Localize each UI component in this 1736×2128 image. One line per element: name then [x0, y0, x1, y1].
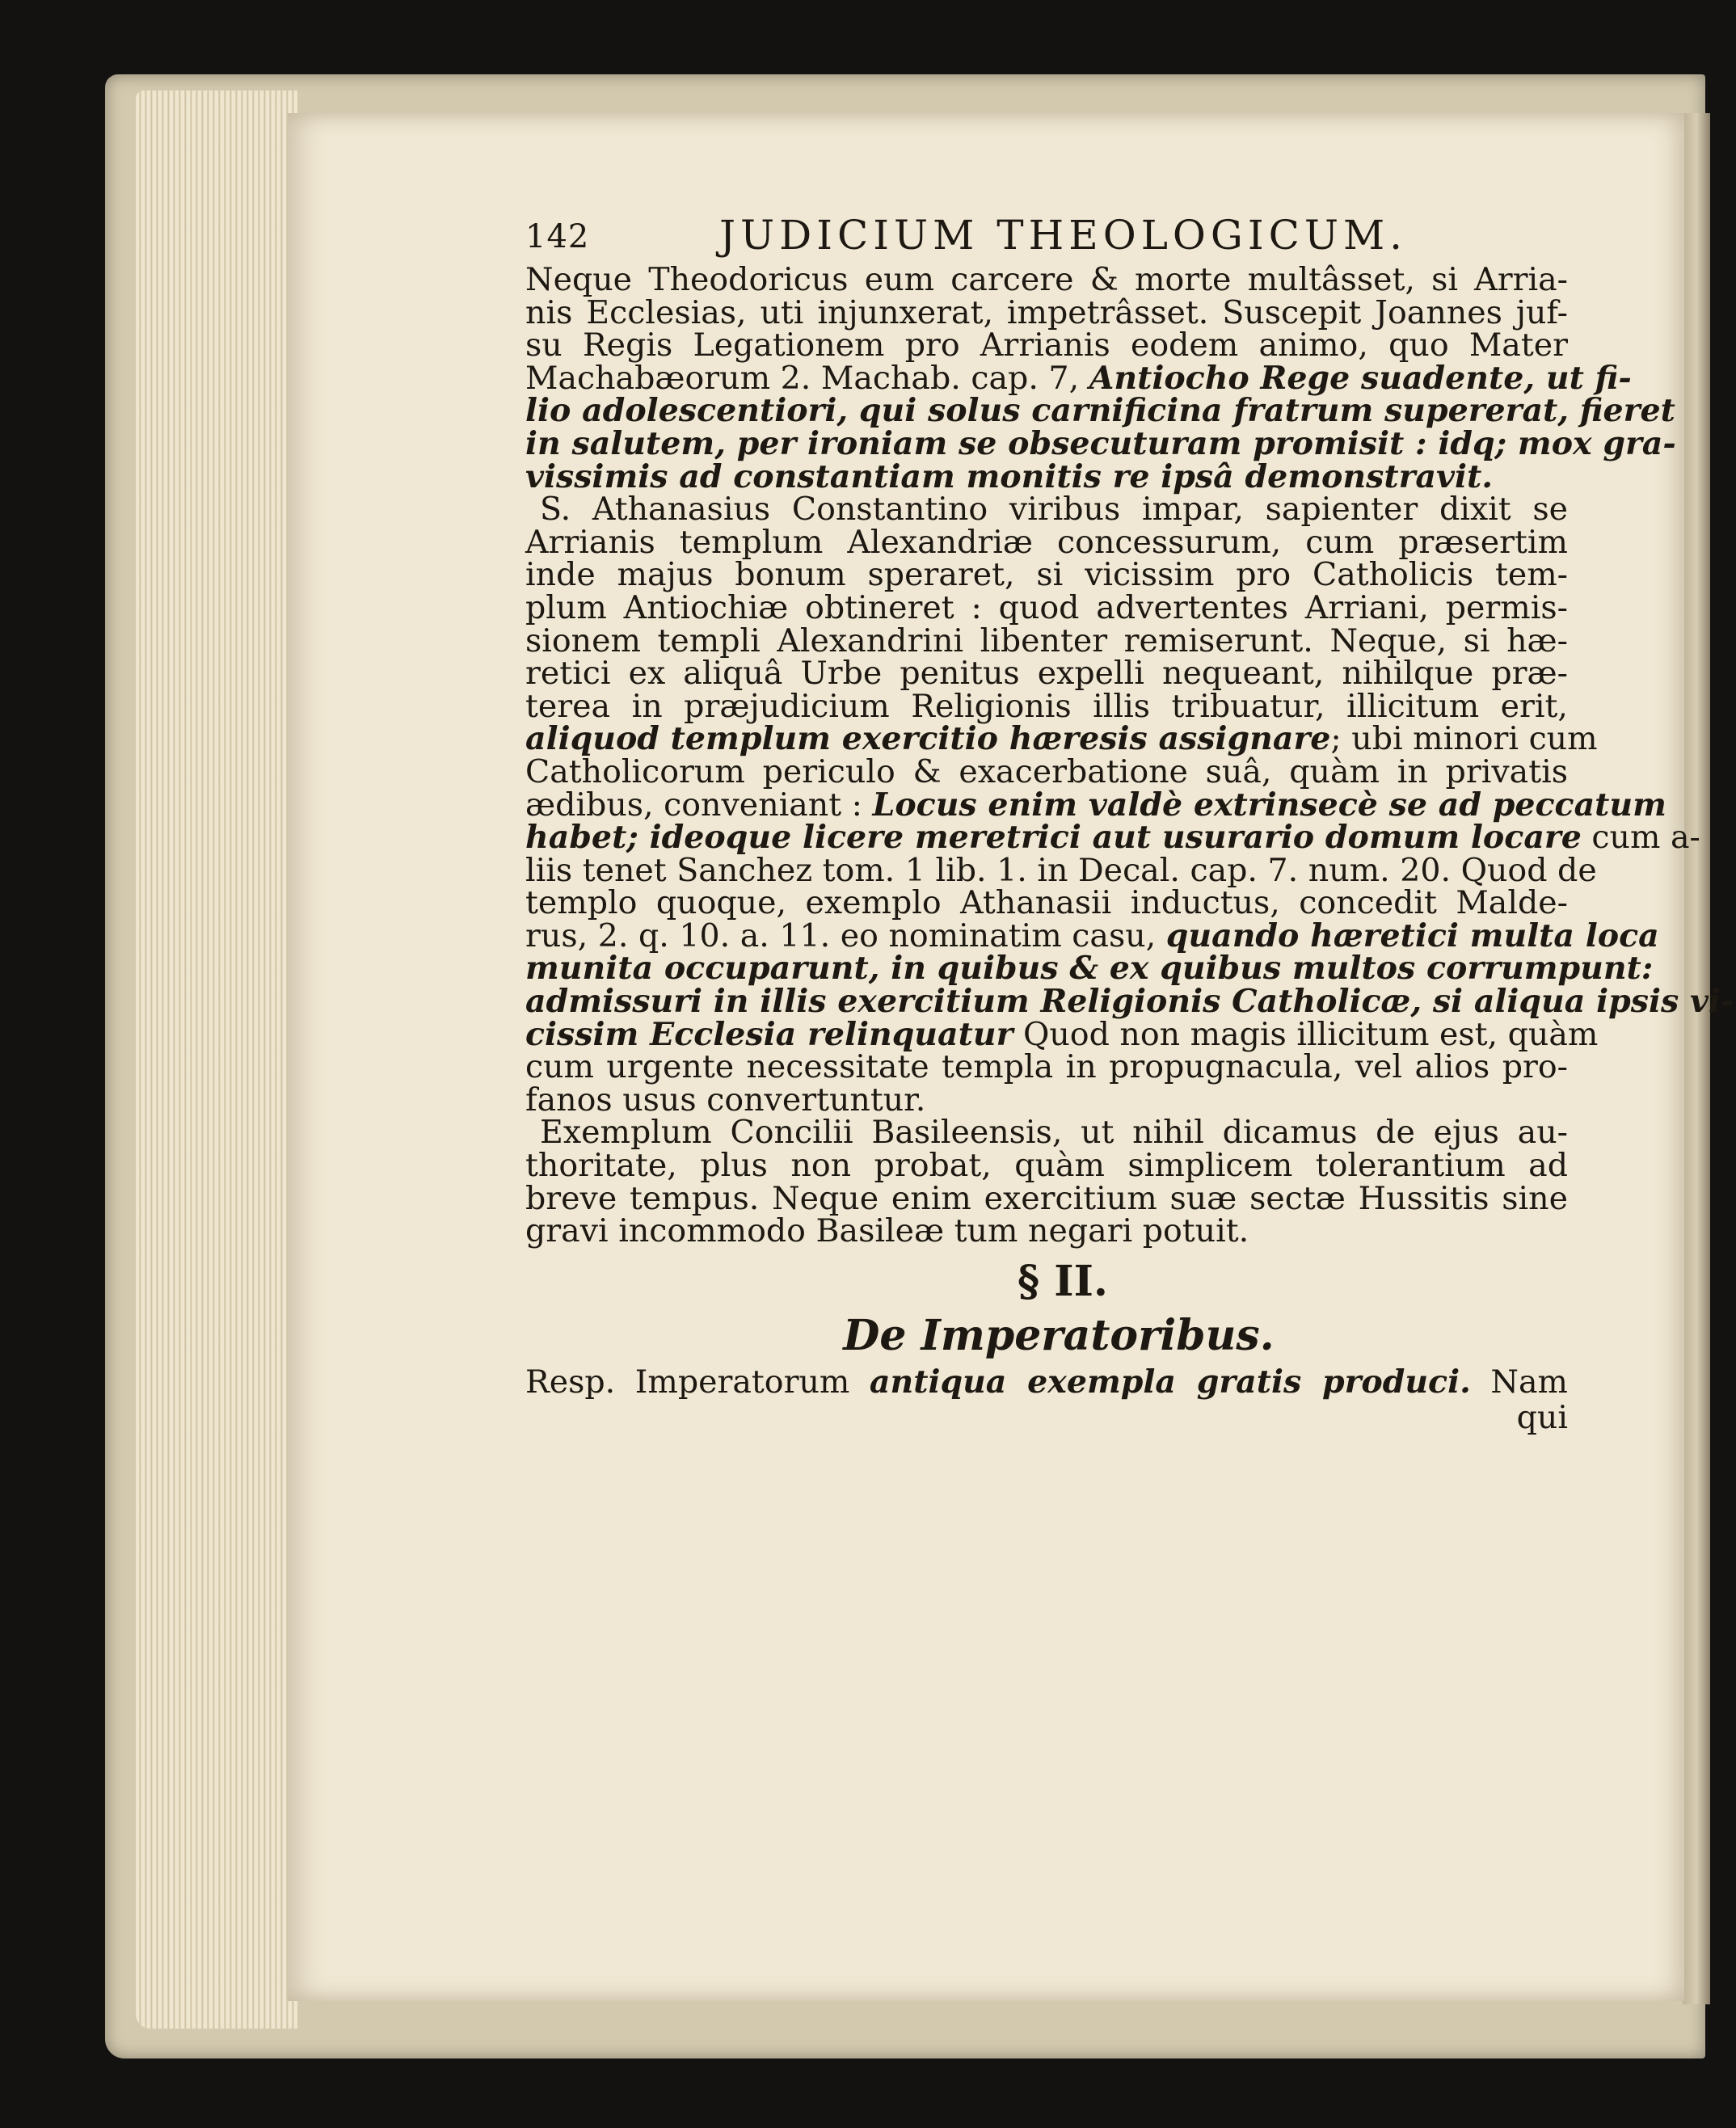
roman-run: Machabæorum 2. Machab. cap. 7, — [525, 359, 1089, 397]
italic-run: Locus enim valdè extrinsecè se ad peccatum — [872, 786, 1666, 824]
text-line — [525, 1147, 1568, 1185]
roman-run: su Regis Legationem pro Arrianis eodem animo, quo Mater — [525, 327, 1568, 364]
roman-run: fanos usus convertuntur. — [525, 1081, 926, 1119]
text-line — [525, 558, 1568, 592]
text-line — [525, 293, 1568, 331]
italic-run: cissim Ecclesia relinquatur — [525, 1015, 1013, 1053]
roman-run: plum Antiochiæ obtineret : quod advertentes Arriani, permis- — [525, 588, 1568, 626]
final-line — [525, 1364, 1568, 1400]
italic-run: admissuri in illis exercitium Religionis Catholicæ, si aliqua ipsis vi- — [525, 983, 1734, 1021]
roman-run: rus, 2. q. 10. a. 11. eo nominatim casu, — [525, 917, 1166, 954]
roman-run: inde majus bonum speraret, si vicissim pro Catholicis tem- — [525, 556, 1568, 594]
italic-run: aliquod templum exercitio hæresis assignare — [525, 720, 1331, 758]
text-block — [525, 212, 1734, 1436]
catchword: qui — [1516, 1398, 1568, 1436]
roman-run: terea in præjudicium Religionis illis tribuatur, illicitum erit, — [525, 687, 1568, 725]
text-line — [525, 1179, 1568, 1217]
final-line-lead: Resp. Imperatorum — [525, 1363, 870, 1401]
roman-run: sionem templi Alexandrini libenter remiserunt. Neque, si hæ- — [525, 622, 1568, 659]
italic-run: vissimis ad constantiam monitis re ipsâ demonstravit. — [525, 457, 1493, 495]
text-line — [525, 424, 1676, 462]
text-line — [525, 588, 1568, 626]
roman-run: ; ubi minori cum — [1330, 720, 1598, 758]
roman-run: Neque Theodoricus eum carcere & morte multâsset, si Arria- — [525, 261, 1568, 298]
text-line — [525, 523, 1568, 561]
italic-run: lio adolescentiori, qui solus carnificina fratrum supererat, fieret — [525, 392, 1675, 430]
italic-run: munita occuparunt, in quibus & ex quibus multos corrumpunt: — [525, 950, 1654, 988]
text-line — [525, 720, 1598, 758]
text-line — [525, 1212, 1568, 1250]
text-line — [525, 884, 1568, 922]
text-line — [525, 457, 1568, 495]
text-line — [525, 359, 1632, 397]
roman-run: Quod non magis illicitum est, quàm — [1013, 1015, 1599, 1053]
roman-run: Exemplum Concilii Basileensis, ut nihil dicamus de ejus au- — [540, 1114, 1568, 1152]
roman-run: gravi incommodo Basileæ tum negari potuit. — [525, 1212, 1249, 1250]
text-line — [525, 851, 1597, 889]
final-line-italic: antiqua exempla gratis produci. — [869, 1363, 1471, 1401]
roman-run: liis tenet Sanchez tom. 1 lib. 1. in Decal. cap. 7. num. 20. Quod de — [525, 851, 1597, 889]
facing-page-edge — [1683, 113, 1710, 2004]
roman-run: retici ex aliquâ Urbe penitus expelli nequeant, nihilque præ- — [525, 655, 1568, 693]
italic-run: Antiocho Rege suadente, ut fi- — [1089, 359, 1632, 397]
roman-run: cum a- — [1581, 819, 1700, 857]
running-title: JUDICIUM THEOLOGICUM. — [719, 212, 1408, 259]
section-mark: § II. — [1017, 1256, 1109, 1306]
text-line — [525, 491, 1568, 529]
text-line — [525, 1015, 1599, 1053]
final-line-tail: Nam — [1490, 1363, 1568, 1401]
text-line — [525, 655, 1568, 693]
page-number: 142 — [525, 218, 590, 255]
roman-run: nis Ecclesias, uti injunxerat, impetrâsset. Suscepit Joannes juf- — [525, 293, 1568, 331]
italic-run: quando hæretici multa loca — [1165, 917, 1659, 954]
roman-run: templo quoque, exemplo Athanasii inductus, concedit Malde- — [525, 884, 1568, 922]
text-line — [525, 1114, 1568, 1152]
paragraph-1 — [525, 261, 1676, 495]
text-line — [525, 687, 1568, 725]
roman-run: cum urgente necessitate templa in propugnacula, vel alios pro- — [525, 1048, 1568, 1086]
roman-run: Catholicorum periculo & exacerbatione suâ, quàm in privatis — [525, 752, 1568, 790]
text-line — [525, 983, 1734, 1021]
section-title: De Imperatoribus. — [843, 1310, 1275, 1360]
roman-run: ædibus, conveniant : — [525, 786, 873, 824]
text-line — [525, 1081, 1568, 1119]
text-line — [525, 786, 1666, 824]
roman-run: S. Athanasius Constantino viribus impar, sapienter dixit se — [540, 491, 1568, 529]
text-line — [525, 819, 1700, 857]
roman-run: Arrianis templum Alexandriæ concessurum, cum præsertim — [525, 523, 1568, 561]
italic-run: habet; ideoque licere meretrici aut usurario domum locare — [525, 819, 1582, 857]
paragraph-3 — [525, 1114, 1568, 1250]
italic-run: in salutem, per ironiam se obsecuturam promisit : idq; mox gra- — [525, 424, 1676, 462]
paragraph-2 — [525, 491, 1734, 1119]
text-line — [525, 917, 1659, 954]
text-line — [525, 752, 1568, 790]
text-line — [525, 1048, 1568, 1086]
roman-run: breve tempus. Neque enim exercitium suæ sectæ Hussitis sine — [525, 1179, 1568, 1217]
text-line — [525, 329, 1568, 362]
text-line — [525, 263, 1568, 297]
page-edges — [136, 91, 297, 2029]
text-line — [525, 622, 1568, 659]
text-line — [525, 950, 1654, 988]
running-head — [525, 212, 1568, 263]
text-line — [525, 392, 1675, 430]
roman-run: thoritate, plus non probat, quàm simplicem tolerantium ad — [525, 1147, 1568, 1185]
